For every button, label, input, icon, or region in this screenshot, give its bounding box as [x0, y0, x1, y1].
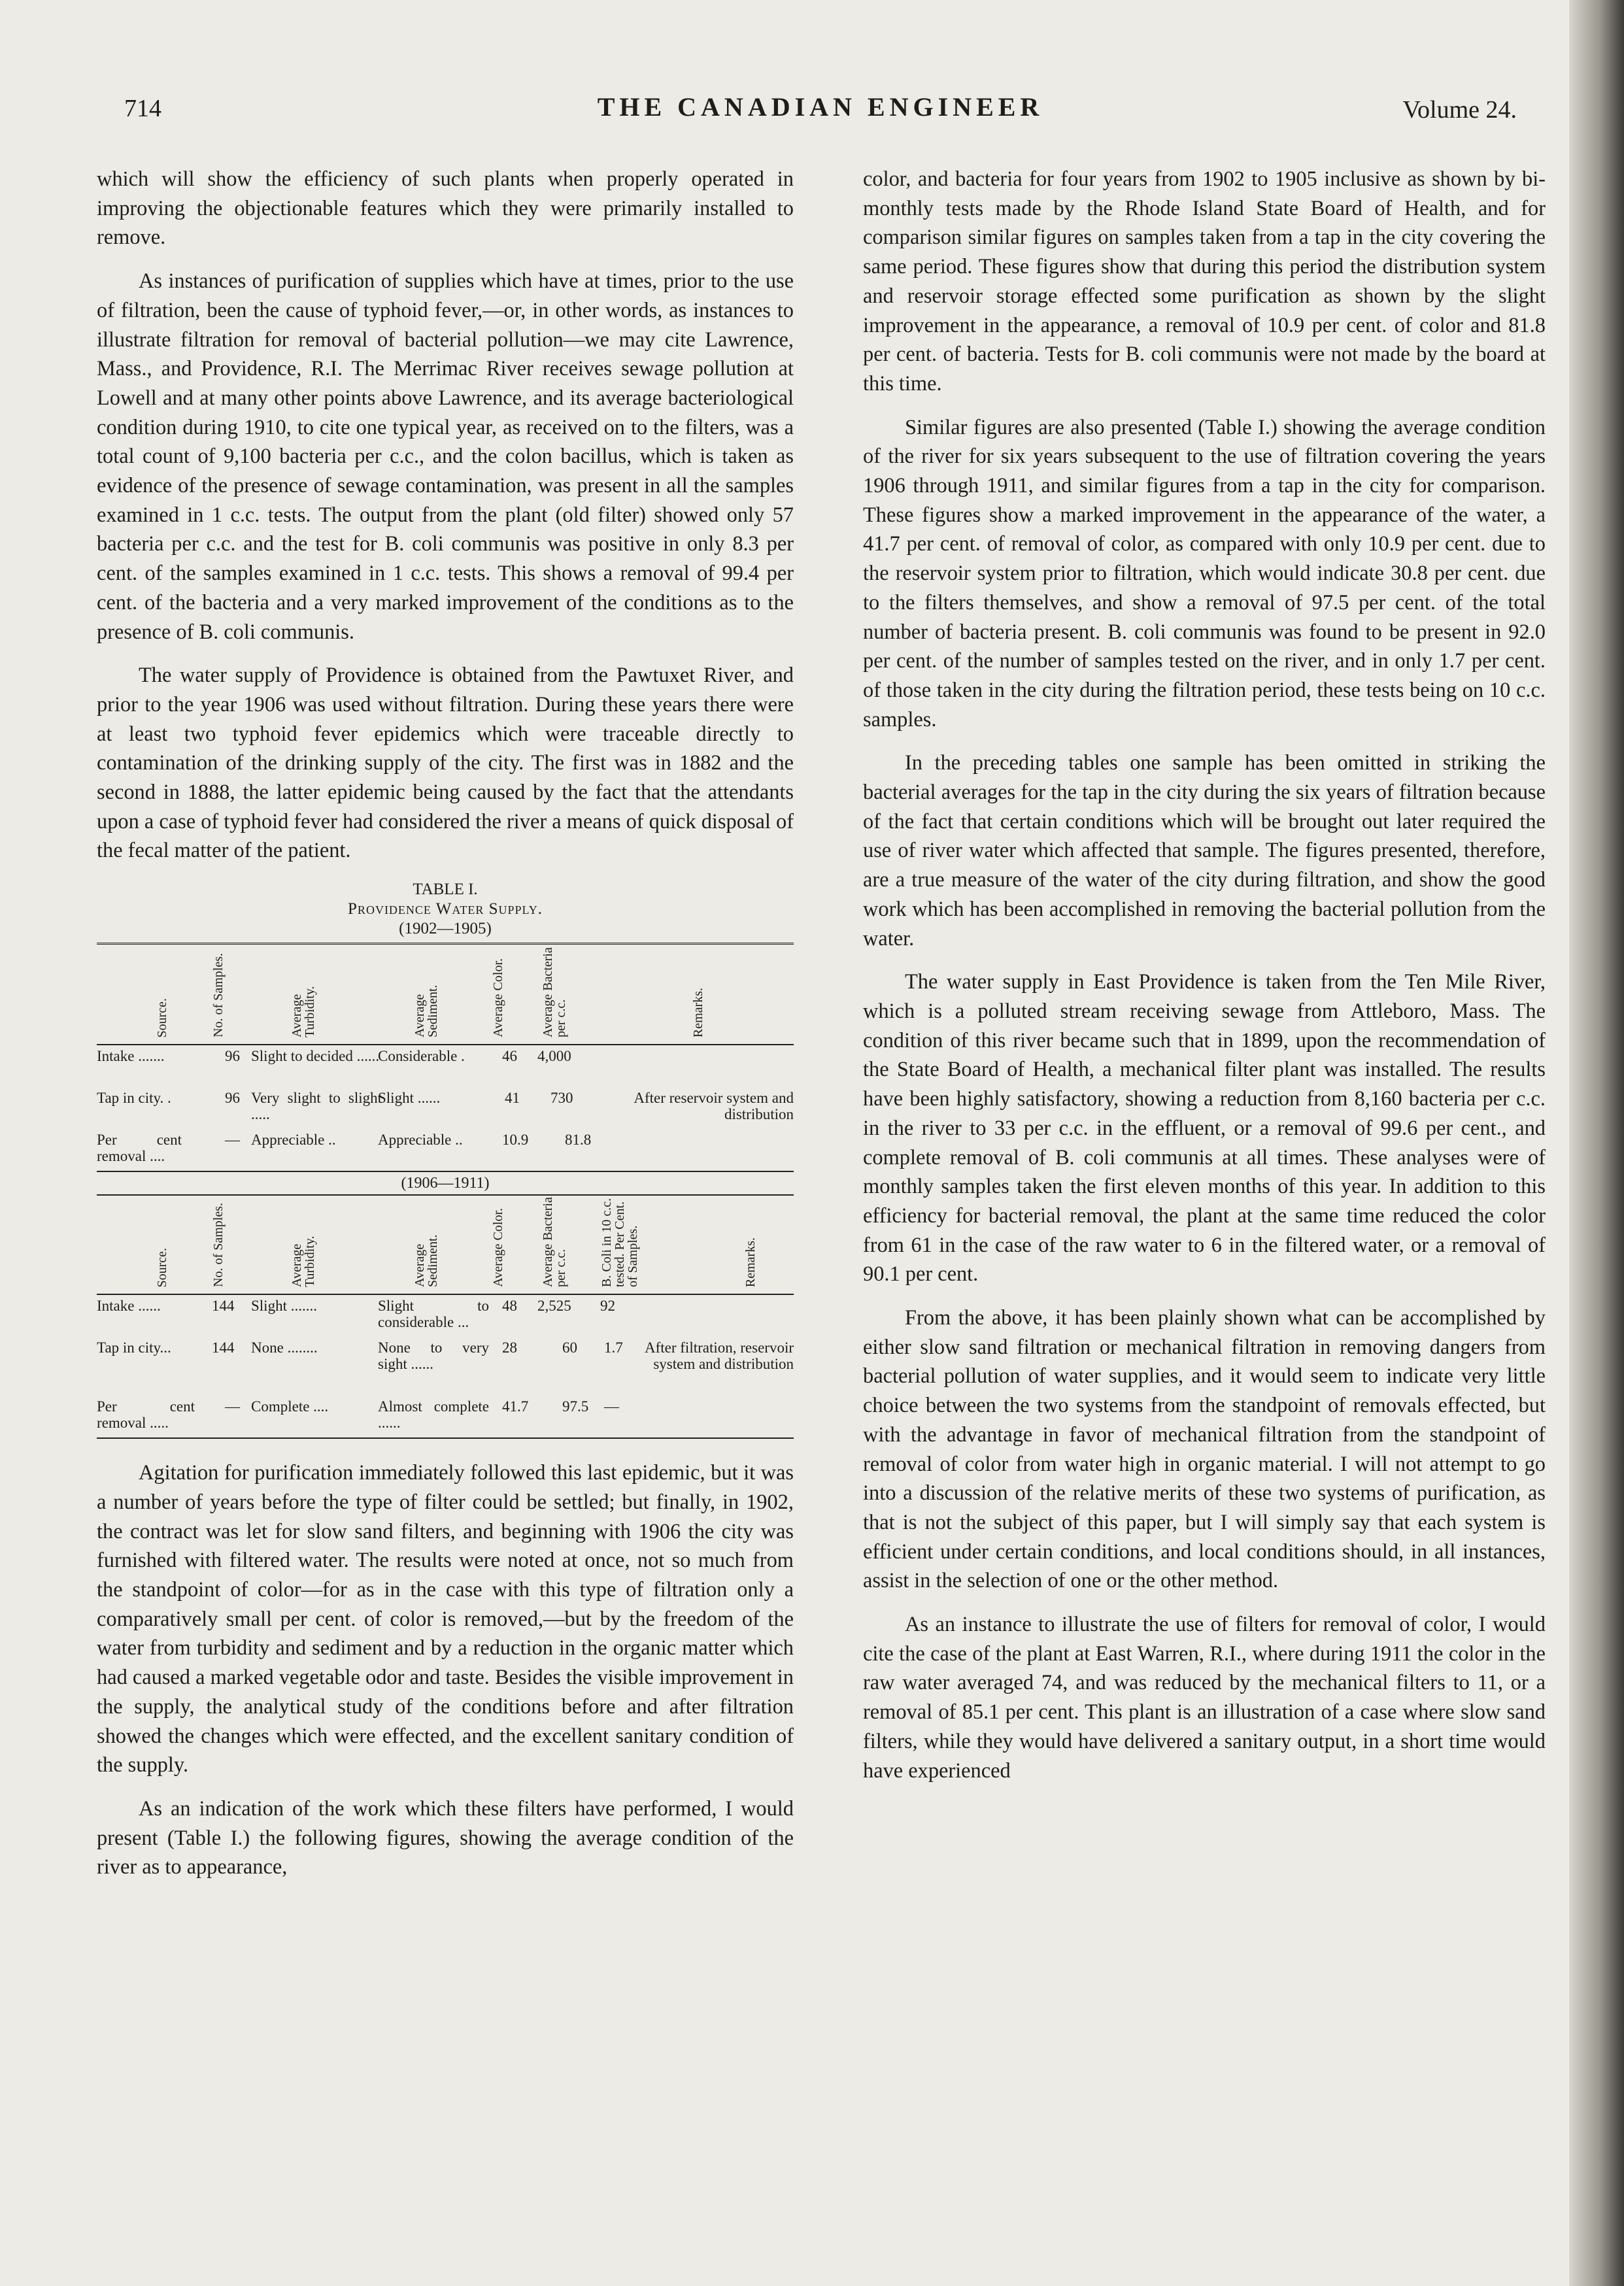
- col-header: Average Color.: [491, 958, 505, 1038]
- table-row: [97, 1337, 794, 1396]
- cell-color: 41: [505, 1090, 520, 1107]
- col-header: Average Color.: [491, 1208, 505, 1288]
- table-rule: [97, 1437, 794, 1439]
- cell-color: 28: [502, 1339, 517, 1356]
- cell-bacteria: 60: [562, 1339, 577, 1356]
- col-header: Remarks.: [743, 1237, 758, 1288]
- paragraph: The water supply in East Providence is taken from the Ten Mile River, which is a polluted stream receiving sewage from Attleboro, Mass. The condition of this river became such that in 1899, upon the recommendation of the State Board of Health, a mechanical filter plant was installed. The results have been highly satisfactory, showing a reduction from 8,160 bacteria per c.c. in the river to 33 per c.c. in the effluent, or a removal of 99.6 per cent., and complete removal of B. coli communis at all times. These analyses were of monthly samples taken the first eleven months of this year. In addition to this efficiency for bacterial removal, the plant at the same time reduced the color from 61 in the case of the raw water to 6 in the filtered water, or a removal of 90.1 per cent.: [863, 970, 1546, 1286]
- cell-samples: 144: [212, 1298, 235, 1315]
- col-header: Source.: [155, 1247, 169, 1288]
- cell-bcoli: —: [604, 1398, 619, 1415]
- table-title: TABLE I.: [413, 881, 478, 899]
- cell-samples: 96: [225, 1090, 240, 1107]
- running-head: [124, 92, 1517, 131]
- cell-samples: 144: [212, 1339, 235, 1356]
- cell-bcoli: 92: [600, 1298, 615, 1315]
- cell-sediment: Appreciable ..: [378, 1132, 463, 1149]
- cell-turbidity: None ........: [251, 1339, 318, 1356]
- col-header: Average Turbidity.: [290, 986, 317, 1038]
- cell-sediment: Slight to considerable ...: [378, 1298, 489, 1331]
- paragraph: Similar figures are also presented (Table I.) showing the average condition of the river for six years subsequent to the use of filtration covering the years 1906 through 1911, and similar figures from a tap in the city for comparison. These figures show a marked improvement in the appearance of the water, a 41.7 per cent. of removal of color, as compared with only 10.9 per cent. due to the reservoir system prior to filtration, which would indicate 30.8 per cent. due to the filters themselves, and show a removal of 97.5 per cent. of the total number of bacteria present. B. coli communis was found to be present in 92.0 per cent. of the number of samples tested on the river, and in only 1.7 per cent. of those taken in the city during the filtration period, these tests being on 10 c.c. samples.: [863, 415, 1546, 731]
- paragraph: The water supply of Providence is obtained from the Pawtuxet River, and prior to the year 1906 was used without filtration. During these years there were at least two typhoid fever epidemics which were traceable directly to contamination of the drinking supply of the city. The first was in 1882 and the second in 1888, the latter epidemic being caused by the fact that the attendants upon a case of typhoid fever had considered the river a means of quick disposal of the fecal matter of the patient.: [97, 664, 794, 863]
- paragraph: which will show the efficiency of such plants when properly operated in improving the objectionable features which they were primarily installed to remove.: [97, 167, 794, 250]
- table-1: [97, 880, 794, 1439]
- paragraph: Agitation for purification immediately followed this last epidemic, but it was a number of years before the type of filter could be settled; but finally, in 1902, the contract was let for slow sand filters, and beginning with 1906 the city was furnished with filtered water. The results were noted at once, not so much from the standpoint of color—for as in the case with this type of filtration only a comparatively small per cent. of color is removed,—but by the freedom of the water from turbidity and sediment and by a reduction in the organic matter which had caused a marked vegetable odor and taste. Besides the visible improvement in the supply, the analytical study of the conditions before and after filtration showed the changes which were effected, and the excellent sanitary condition of the supply.: [97, 1461, 794, 1777]
- cell-sediment: Slight ......: [378, 1090, 441, 1107]
- cell-source: Per cent removal .....: [97, 1398, 195, 1432]
- cell-samples: 96: [225, 1048, 240, 1065]
- cell-turbidity: Slight to decided ......: [251, 1048, 380, 1065]
- col-header: B. Coli in 10 c.c. tested. Per Cent. of Samples.: [600, 1198, 640, 1288]
- cell-sediment: None to very sight ......: [378, 1339, 489, 1373]
- cell-source: Per cent removal ....: [97, 1132, 182, 1165]
- col-header: Remarks.: [691, 988, 705, 1038]
- cell-bacteria: 730: [550, 1090, 573, 1107]
- col-header: Average Sediment.: [413, 1234, 440, 1288]
- col-header: Average Bacteria per c.c.: [541, 1197, 568, 1288]
- cell-turbidity: Complete ....: [251, 1398, 329, 1415]
- volume-label: Volume 24.: [1402, 96, 1517, 124]
- cell-remarks: After reservoir system and distribution: [634, 1090, 794, 1123]
- table-row: [97, 1295, 794, 1337]
- col-header: No. of Samples.: [211, 953, 226, 1038]
- cell-source: Intake ......: [97, 1298, 161, 1315]
- col-header: Source.: [155, 998, 169, 1038]
- cell-color: 48: [502, 1298, 517, 1315]
- table-row: [97, 1129, 794, 1171]
- page-number: 714: [124, 95, 161, 122]
- table-period: (1902—1905): [399, 920, 492, 938]
- paragraph: color, and bacteria for four years from 1902 to 1905 inclusive as shown by bi-monthly tests made by the Rhode Island State Board of Health, and for comparison similar figures on samples taken from a tap in the city covering the same period. These figures show that during this period the distribution system and reservoir storage effected some purification as shown by the slight improvement in the appearance, a removal of 10.9 per cent. of color and 81.8 per cent. of bacteria. Tests for B. coli communis were not made by the board at this time.: [863, 167, 1546, 395]
- cell-turbidity: Appreciable ..: [251, 1132, 336, 1149]
- table-period: (1906—1911): [97, 1171, 794, 1196]
- paragraph: As instances of purification of supplies which have at times, prior to the use of filtration, been the cause of typhoid fever,—or, in other words, as instances to illustrate filtration for removal of bacterial pollution—we may cite Lawrence, Mass., and Providence, R.I. The Merrimac River receives sewage pollution at Lowell and at many other points above Lawrence, and its average bacteriological condition during 1910, to cite one typical year, as received on to the filters, was a total count of 9,100 bacteria per c.c., and the colon bacillus, which is taken as evidence of the presence of sewage contamination, was present in all the samples examined in 1 c.c. tests. The output from the plant (old filter) showed only 57 bacteria per c.c. and the test for B. coli communis was positive in only 8.3 per cent. of the samples examined in 1 c.c. tests. This shows a removal of 99.4 per cent. of the bacteria and a very marked improvement of the conditions as to the presence of B. coli communis.: [97, 269, 794, 644]
- cell-bacteria: 2,525: [537, 1298, 571, 1315]
- cell-bacteria: 4,000: [537, 1048, 571, 1065]
- col-header: Average Sediment.: [413, 984, 440, 1038]
- left-column: [97, 165, 794, 1896]
- cell-samples: —: [225, 1398, 240, 1415]
- table-header-row: [97, 946, 794, 1045]
- right-column: [863, 165, 1546, 1800]
- cell-source: Intake .......: [97, 1048, 165, 1065]
- table-subtitle: Providence Water Supply.: [348, 900, 543, 918]
- cell-remarks: After filtration, reservoir system and distribution: [645, 1339, 794, 1373]
- table-header-row: [97, 1196, 794, 1295]
- cell-sediment: Almost complete ......: [378, 1398, 489, 1432]
- table-row: [97, 1087, 794, 1129]
- paragraph: From the above, it has been plainly shown what can be accomplished by either slow sand filtration or mechanical filtration in removing dangers from bacterial pollution of water supplies, and it would seem to indicate very little choice between the two systems from the standpoint of removals effected, but with the advantage in favor of mechanical filtration from the standpoint of removal of color from water high in organic material. I will not attempt to go into a discussion of the relative merits of these two systems of purification, as that is not the subject of this paper, but I will simply say that each system is efficient under certain conditions, and local conditions should, in all instances, assist in the selection of one or the other method.: [863, 1306, 1546, 1593]
- col-header: Average Bacteria per c.c.: [541, 947, 568, 1038]
- cell-bacteria: 97.5: [562, 1398, 589, 1415]
- cell-sediment: Considerable .: [378, 1048, 465, 1065]
- table-row: [97, 1396, 794, 1437]
- cell-color: 10.9: [502, 1132, 529, 1149]
- cell-source: Tap in city. .: [97, 1090, 171, 1107]
- cell-color: 41.7: [502, 1398, 529, 1415]
- col-header: Average Turbidity.: [290, 1235, 317, 1288]
- col-header: No. of Samples.: [211, 1203, 226, 1288]
- paragraph: As an instance to illustrate the use of filters for removal of color, I would cite the case of the plant at East Warren, R.I., where during 1911 the color in the raw water averaged 74, and was reduced by the mechanical filters to 11, or a removal of 85.1 per cent. This plant is an illustration of a case where slow sand filters, while they would have delivered a sanitary output, in a short time would have experienced: [863, 1613, 1546, 1783]
- paragraph: In the preceding tables one sample has been omitted in striking the bacterial averages for the tap in the city during the six years of filtration because of the fact that certain conditions which will be brought out later required the use of river water which affected that sample. The figures presented, therefore, are a true measure of the water of the city during filtration, and show the good work which has been accomplished in removing the bacterial pollution from the water.: [863, 751, 1546, 950]
- cell-turbidity: Very slight to slight .....: [251, 1090, 382, 1123]
- cell-bacteria: 81.8: [565, 1132, 592, 1149]
- cell-samples: —: [225, 1132, 240, 1149]
- table-row: [97, 1045, 794, 1087]
- masthead: THE CANADIAN ENGINEER: [597, 92, 1044, 122]
- book-binding-shadow: [1569, 0, 1624, 2286]
- paragraph: As an indication of the work which these filters have performed, I would present (Table I.) the following figures, showing the average condition of the river as to appearance,: [97, 1796, 794, 1879]
- cell-turbidity: Slight .......: [251, 1298, 317, 1315]
- cell-bcoli: 1.7: [604, 1339, 623, 1356]
- cell-source: Tap in city...: [97, 1339, 171, 1356]
- cell-color: 46: [502, 1048, 517, 1065]
